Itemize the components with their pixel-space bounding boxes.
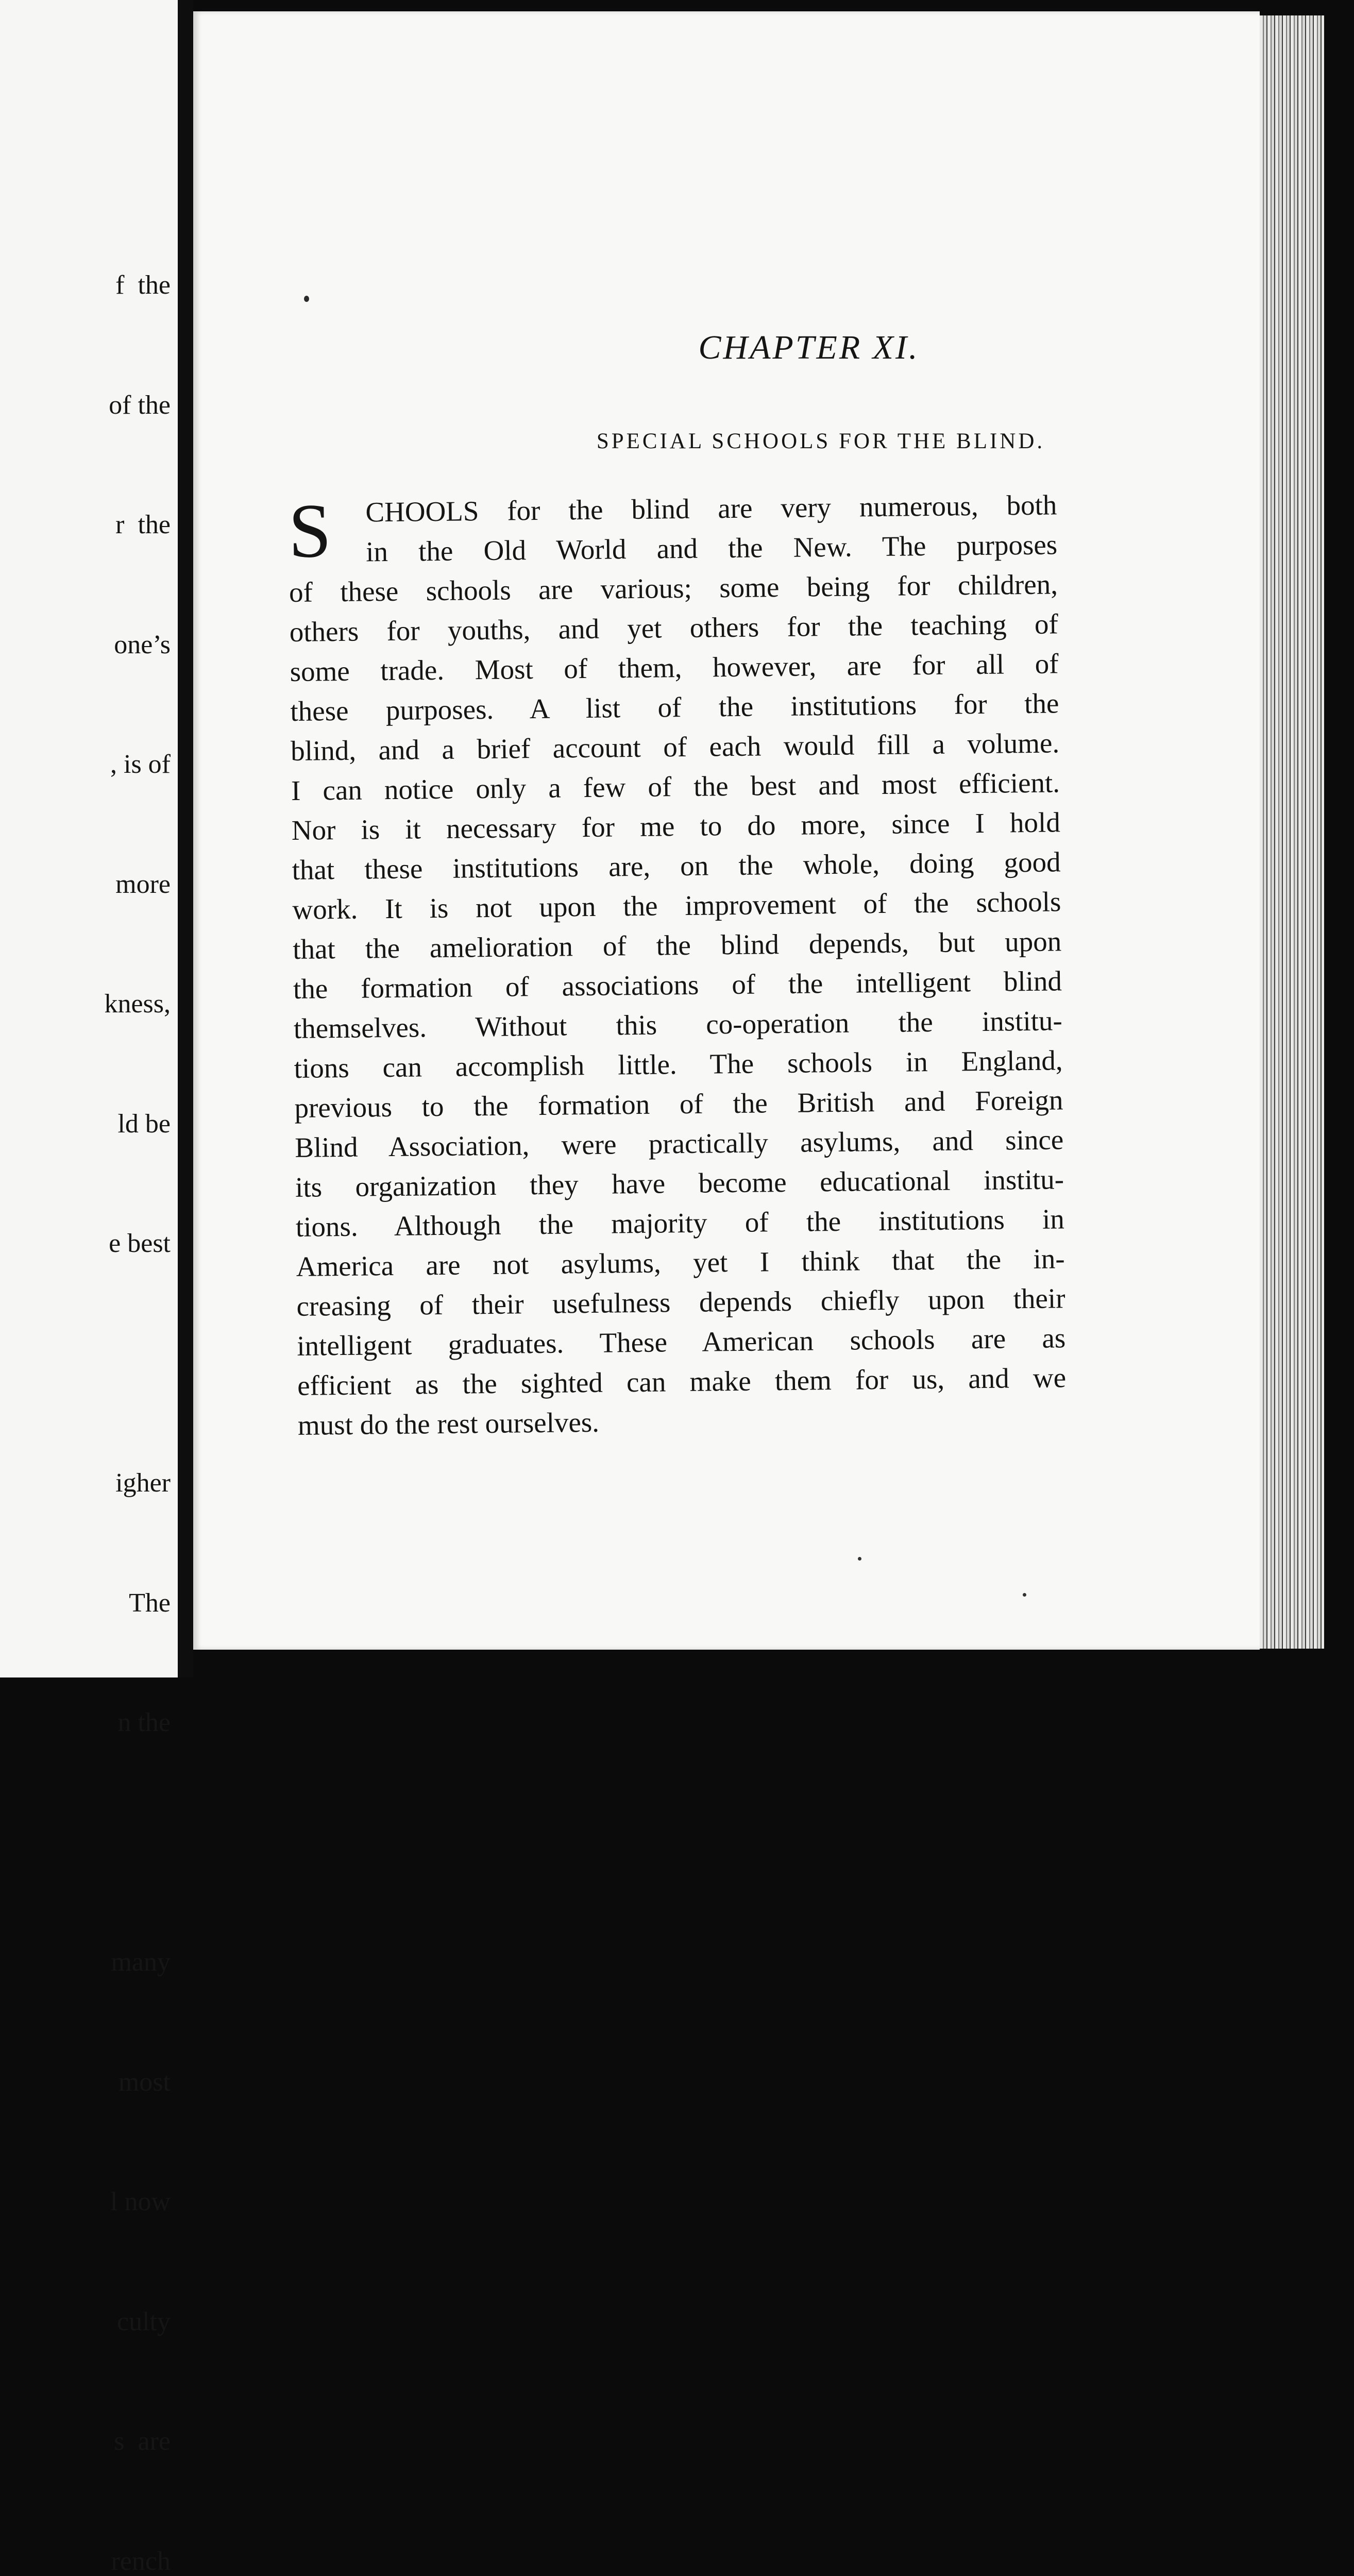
previous-page-line: s are (104, 2421, 171, 2462)
previous-page-line: kness, (104, 984, 171, 1024)
previous-page-line: one’s (104, 625, 171, 665)
body-line: of these schools are various; some being for children, (289, 564, 1058, 612)
previous-page-line: The (104, 1583, 171, 1623)
body-line: previous to the formation of the British and Foreign (294, 1080, 1063, 1128)
previous-page-line: of the (104, 385, 171, 426)
body-line: the formation of associations of the intelligent blind (293, 961, 1062, 1009)
drop-cap: S (288, 495, 332, 567)
previous-page-line: ld be (104, 1104, 171, 1144)
body-line: these purposes. A list of the institutions for the (290, 683, 1059, 731)
body-line: tions. Although the majority of the institutions in (296, 1199, 1065, 1247)
body-line: that the amelioration of the blind depends, but upon (293, 921, 1062, 969)
previous-page-line: e best (104, 1224, 171, 1264)
body-line: Blind Association, were practically asylums, and since (295, 1120, 1064, 1167)
body-line: creasing of their usefulness depends chiefly upon their (296, 1278, 1065, 1326)
previous-page-line: more (104, 865, 171, 905)
previous-page-line: igher (104, 1463, 171, 1503)
body-line: in the Old World and the New. The purposes (289, 524, 1058, 572)
section-heading: SPECIAL SCHOOLS FOR THE BLIND. (287, 429, 1354, 454)
previous-page-line: , is of (104, 744, 171, 785)
body-line: America are not asylums, yet I think that the in- (296, 1239, 1065, 1286)
current-page (193, 11, 1260, 1650)
book-gutter (178, 0, 193, 1677)
body-line: I can notice only a few of the best and most efficient. (291, 762, 1060, 810)
body-line: Nor is it necessary for me to do more, since I hold (291, 802, 1060, 850)
body-line: CHOOLS for the blind are very numerous, both (288, 485, 1057, 533)
previous-page-line: culty (104, 2302, 171, 2342)
body-line: some trade. Most of them, however, are for all of (290, 643, 1059, 691)
body-line: work. It is not upon the improvement of the schools (292, 882, 1061, 929)
paragraph-gap (104, 1823, 171, 1863)
previous-page-fragment (0, 0, 178, 1677)
chapter-title: CHAPTER XI. (276, 328, 1342, 367)
body-line: its organization they have become educational institu- (295, 1159, 1064, 1207)
body-line: themselves. Without this co-operation the institu- (293, 1001, 1062, 1048)
previous-page-line: many (104, 1942, 171, 1982)
previous-page-text (104, 185, 171, 2576)
body-line: tions can accomplish little. The schools in England, (294, 1040, 1063, 1088)
body-line: that these institutions are, on the whole, doing good (292, 842, 1061, 890)
page-edge-stack (1260, 15, 1324, 1649)
body-paragraph (288, 485, 1067, 1445)
body-line: blind, and a brief account of each would fill a volume. (291, 723, 1060, 771)
previous-page-line: r the (104, 505, 171, 545)
body-line: must do the rest ourselves. (298, 1397, 1067, 1445)
body-line: efficient as the sighted can make them for us, and we (297, 1358, 1067, 1405)
ink-speck (1023, 1593, 1026, 1597)
previous-page-line: rench (104, 2541, 171, 2576)
ink-speck (858, 1557, 861, 1561)
body-line: intelligent graduates. These American schools are as (297, 1318, 1066, 1366)
body-line: others for youths, and yet others for the teaching of (289, 604, 1058, 652)
ink-speck (304, 296, 309, 302)
scan-border (1324, 0, 1342, 1677)
previous-page-line: f the (104, 265, 171, 306)
previous-page-line: n the (104, 1703, 171, 1743)
paragraph-gap (104, 1344, 171, 1384)
previous-page-line: l now (104, 2182, 171, 2222)
previous-page-line: most (104, 2062, 171, 2103)
